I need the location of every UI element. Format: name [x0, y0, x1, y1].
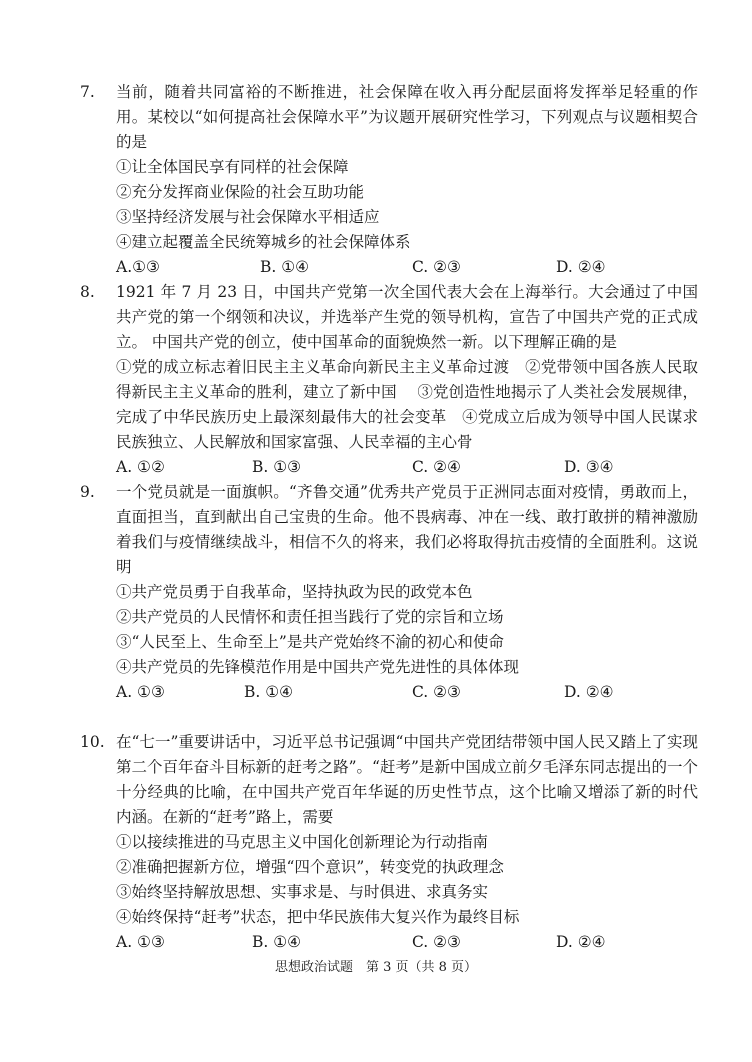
option-c: C. ②③ — [412, 258, 461, 276]
option-a: A. ①② — [116, 458, 165, 476]
option-c: C. ②③ — [412, 933, 461, 951]
answer-options — [116, 930, 698, 955]
statement-item: ①让全体国民享有同样的社会保障 — [116, 158, 349, 176]
question-number: 10. — [80, 733, 105, 751]
statement-item: ④共产党员的先锋模范作用是中国共产党先进性的具体体现 — [116, 658, 520, 676]
option-b: B. ①④ — [252, 933, 302, 951]
statement-item: ②共产党员的人民情怀和责任担当践行了党的宗旨和立场 — [116, 608, 504, 626]
statement-paragraph: ①党的成立标志着旧民主主义革命向新民主主义革命过渡 ②党带领中国各族人民取得新民主主义革命的胜利，建立了新中国 ③党创造性地揭示了人类社会发展规律，完成了中华民族历史上最深刻最伟大的社会变革 ④党成立后成为领导中国人民谋求民族独立、人民解放和国家富强、人民幸福的主心骨 — [116, 358, 698, 451]
question-10 — [80, 730, 698, 955]
option-d: D. ②④ — [564, 683, 614, 701]
statement-item: ①共产党员勇于自我革命，坚持执政为民的政党本色 — [116, 583, 473, 601]
statement-item: ③“人民至上、生命至上”是共产党始终不渝的初心和使命 — [116, 633, 504, 651]
question-number: 9. — [80, 483, 95, 501]
option-c: C. ②③ — [412, 683, 461, 701]
question-7 — [80, 80, 698, 280]
statement-item: ②充分发挥商业保险的社会互助功能 — [116, 183, 365, 201]
option-b: B. ①④ — [260, 258, 310, 276]
option-d: D. ②④ — [556, 258, 606, 276]
answer-options — [116, 255, 698, 280]
question-number: 7. — [80, 83, 95, 101]
question-stem: 当前，随着共同富裕的不断推进，社会保障在收入再分配层面将发挥举足轻重的作用。某校以“如何提高社会保障水平”为议题开展研究性学习，下列观点与议题相契合的是 — [116, 83, 698, 151]
statement-item: ①以接续推进的马克思主义中国化创新理论为行动指南 — [116, 833, 489, 851]
statement-item: ④始终保持“赶考”状态，把中华民族伟大复兴作为最终目标 — [116, 908, 520, 926]
option-a: A. ①③ — [116, 683, 165, 701]
question-stem: 一个党员就是一面旗帜。“齐鲁交通”优秀共产党员于正洲同志面对疫情，勇敢而上，直面担当，直到献出自己宝贵的生命。他不畏病毒、冲在一线、敢打敢拼的精神激励着我们与疫情继续战斗，相信不久的将来，我们必将取得抗击疫情的全面胜利。这说明 — [116, 483, 698, 576]
question-number: 8. — [80, 283, 95, 301]
option-c: C. ②④ — [412, 458, 461, 476]
question-8 — [80, 280, 698, 480]
option-a: A. ①③ — [116, 933, 165, 951]
option-d: D. ②④ — [556, 933, 606, 951]
statement-item: ②准确把握新方位，增强“四个意识”，转变党的执政理念 — [116, 858, 504, 876]
statement-item: ③始终坚持解放思想、实事求是、与时俱进、求真务实 — [116, 883, 489, 901]
option-d: D. ③④ — [564, 458, 614, 476]
question-9 — [80, 480, 698, 705]
statement-item: ③坚持经济发展与社会保障水平相适应 — [116, 208, 380, 226]
option-b: B. ①④ — [244, 683, 294, 701]
question-stem: 在“七一”重要讲话中，习近平总书记强调“中国共产党团结带领中国人民又踏上了实现第二个百年奋斗目标新的赶考之路”。“赶考”是新中国成立前夕毛泽东同志提出的一个十分经典的比喻，在中国共产党百年华诞的历史性节点，这个比喻又增添了新的时代内涵。在新的“赶考”路上，需要 — [116, 733, 698, 826]
page-footer: 思想政治试题 第 3 页（共 8 页） — [274, 960, 478, 975]
option-a: A.①③ — [116, 258, 160, 276]
answer-options — [116, 455, 698, 480]
option-b: B. ①③ — [252, 458, 302, 476]
question-stem: 1921 年 7 月 23 日，中国共产党第一次全国代表大会在上海举行。大会通过了中国共产党的第一个纲领和决议，并选举产生党的领导机构，宣告了中国共产党的正式成立。 中国共产党的创立，使中国革命的面貌焕然一新。以下理解正确的是 — [116, 283, 698, 351]
statement-item: ④建立起覆盖全民统筹城乡的社会保障体系 — [116, 233, 411, 251]
answer-options — [116, 680, 698, 705]
